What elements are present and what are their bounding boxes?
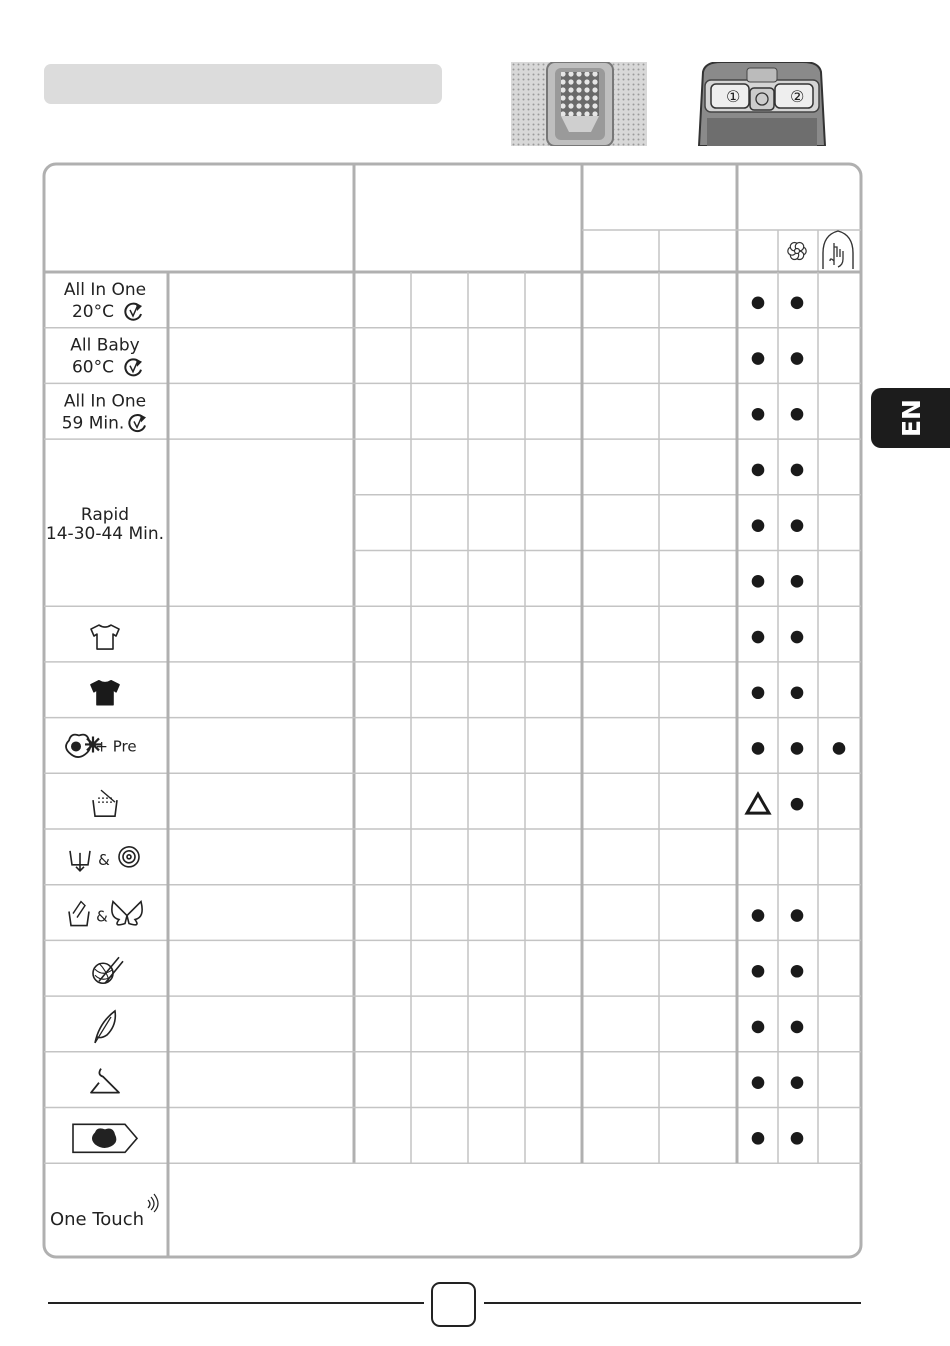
compat-dot (791, 631, 804, 644)
compat-dot (791, 575, 804, 588)
program-label: & (98, 850, 110, 869)
program-label: 59 Min. (61, 413, 125, 434)
white-shirt-icon (91, 625, 119, 649)
dark-shirt-icon (91, 681, 119, 705)
program-label: 60°C (71, 357, 115, 378)
footer-rule-left (48, 1302, 424, 1304)
program-label: Rapid (80, 505, 130, 526)
compat-dot (791, 519, 804, 532)
spin-ring (123, 851, 135, 863)
compat-dot (752, 408, 765, 421)
cycle-icon (125, 359, 142, 376)
program-label-line: All Baby (70, 335, 140, 356)
softener-flower-icon (788, 243, 806, 260)
basin (93, 800, 117, 816)
program-label-line: All In One (63, 280, 147, 300)
water-drop (102, 797, 104, 799)
program-label (64, 280, 146, 300)
cycle-icon (125, 303, 142, 320)
compat-dot (791, 464, 804, 477)
compat-dot (791, 408, 804, 421)
compat-dot (791, 1132, 804, 1145)
cycle-check (130, 307, 137, 316)
water-drop (98, 797, 100, 799)
water-drop (106, 797, 108, 799)
water-drop (110, 797, 112, 799)
compat-dot (752, 631, 765, 644)
handwash-delicate-icon (69, 902, 89, 926)
program-label: + Pre (95, 737, 137, 756)
rinse-shower-icon (93, 790, 117, 816)
shirt-shape (91, 625, 119, 649)
water-drop (102, 801, 104, 803)
compat-dot (752, 575, 765, 588)
hand (73, 902, 85, 918)
compat-dot (791, 1021, 804, 1034)
flower-center (795, 249, 800, 254)
program-label: 14-30-44 Min. (45, 524, 165, 545)
compat-dot (833, 742, 846, 755)
compat-dot (752, 352, 765, 365)
drain-arrow (76, 853, 84, 871)
water-drop (106, 801, 108, 803)
wave-lines (148, 1194, 158, 1212)
one-touch-label: One Touch (49, 1209, 145, 1230)
compat-dot (791, 352, 804, 365)
compat-dot (791, 965, 804, 978)
cycle-check (134, 418, 141, 427)
compat-dot (791, 1076, 804, 1089)
manual-dose-icon (823, 231, 853, 269)
shirt-shape (91, 681, 119, 705)
compat-dot (752, 686, 765, 699)
compat-dot (752, 464, 765, 477)
compat-dot (752, 1021, 765, 1034)
iron-hanger-icon (91, 1069, 119, 1093)
compat-dot (752, 742, 765, 755)
hand-outline (830, 243, 843, 267)
drain-spin-icon (70, 851, 90, 871)
water-drop (110, 801, 112, 803)
wings (112, 902, 142, 925)
cotton-eco-icon (73, 1124, 137, 1152)
wool-icon (93, 957, 123, 983)
drop-outline (823, 231, 853, 269)
program-label: & (96, 907, 108, 926)
language-tab-label: EN (896, 399, 926, 438)
program-label (70, 336, 139, 356)
water-drop (98, 801, 100, 803)
spin-ring (119, 847, 139, 867)
compat-triangle (747, 794, 769, 813)
compat-dot (791, 686, 804, 699)
page-number-box (431, 1282, 476, 1327)
compat-dot (752, 909, 765, 922)
compat-dot (791, 742, 804, 755)
program-label (64, 391, 146, 411)
footer-rule-right (484, 1302, 861, 1304)
compat-dot (752, 297, 765, 310)
compat-dot (752, 1132, 765, 1145)
compat-dot (791, 909, 804, 922)
panel-button-1-label: ① (726, 87, 741, 106)
compat-dot (752, 1076, 765, 1089)
butterfly-icon (112, 902, 142, 925)
cycle-check (130, 363, 137, 372)
cycle-icon (129, 414, 146, 431)
hanger-shape (91, 1069, 119, 1093)
feather-icon (95, 1011, 115, 1043)
program-label-line: All In One (63, 391, 147, 412)
program-label: 20°C (71, 302, 115, 322)
stain-dot (71, 741, 81, 751)
shower-head (101, 790, 115, 802)
compat-dot (791, 798, 804, 811)
spin-ring (127, 855, 131, 859)
compat-dot (752, 519, 765, 532)
compat-dot (752, 965, 765, 978)
compat-dot (791, 297, 804, 310)
panel-button-2-label: ② (790, 87, 805, 106)
spin-icon (119, 847, 139, 867)
nfc-waves-icon (148, 1194, 158, 1212)
